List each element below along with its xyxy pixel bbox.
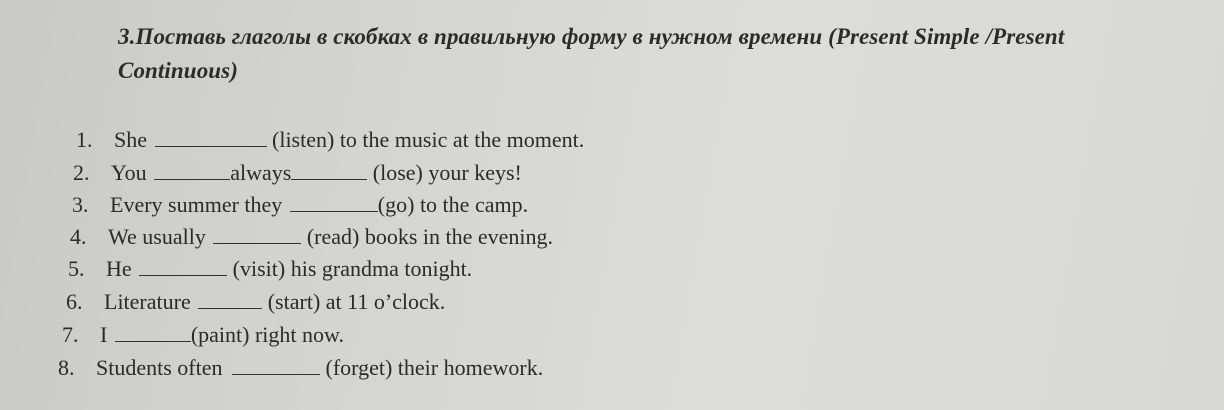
item-text-end: (forget) their homework. xyxy=(325,355,544,380)
item-text-end: (visit) his grandma tonight. xyxy=(232,256,473,281)
answer-blank[interactable] xyxy=(232,356,320,375)
item-number: 4. xyxy=(70,224,87,249)
exercise-item-2 xyxy=(73,160,522,186)
item-text-end: (lose) your keys! xyxy=(372,160,522,185)
answer-blank[interactable] xyxy=(115,323,191,342)
item-text-start: Literature xyxy=(104,289,191,314)
answer-blank[interactable] xyxy=(155,128,267,147)
exercise-item-8 xyxy=(58,355,543,381)
item-text-start: We usually xyxy=(108,224,206,249)
item-number: 7. xyxy=(62,322,79,347)
answer-blank[interactable] xyxy=(290,193,378,212)
item-text-start: I xyxy=(100,322,108,347)
exercise-title-line-1: 3.Поставь глаголы в скобках в правильную форму в нужном времени (Present Simple /Present xyxy=(118,24,1065,49)
exercise-item-7 xyxy=(62,322,344,348)
item-text-end: (start) at 11 o’clock. xyxy=(267,289,446,314)
answer-blank[interactable] xyxy=(291,161,367,180)
item-number: 5. xyxy=(68,256,85,281)
answer-blank[interactable] xyxy=(139,257,227,276)
answer-blank[interactable] xyxy=(213,225,301,244)
item-number: 8. xyxy=(58,355,75,380)
exercise-title-line-2: Continuous) xyxy=(118,58,238,83)
item-text-end: (go) to the camp. xyxy=(377,192,529,217)
item-number: 3. xyxy=(72,192,89,217)
exercise-title xyxy=(118,20,1178,88)
exercise-item-6 xyxy=(66,289,445,315)
item-text-start: You xyxy=(111,160,147,185)
item-number: 1. xyxy=(76,127,93,152)
item-text-start: He xyxy=(106,256,132,281)
item-text-middle: always xyxy=(230,160,292,185)
item-text-start: Students often xyxy=(96,355,223,380)
exercise-item-1 xyxy=(76,127,584,153)
item-text-end: (listen) to the music at the moment. xyxy=(272,127,585,152)
item-text-end: (paint) right now. xyxy=(190,322,344,347)
exercise-item-4 xyxy=(70,224,553,250)
answer-blank[interactable] xyxy=(154,161,230,180)
answer-blank[interactable] xyxy=(198,290,262,309)
exercise-item-5 xyxy=(68,256,472,282)
item-number: 6. xyxy=(66,289,83,314)
item-text-end: (read) books in the evening. xyxy=(306,224,554,249)
item-text-start: Every summer they xyxy=(110,192,283,217)
item-text-start: She xyxy=(114,127,147,152)
item-number: 2. xyxy=(73,160,90,185)
exercise-item-3 xyxy=(72,192,528,218)
